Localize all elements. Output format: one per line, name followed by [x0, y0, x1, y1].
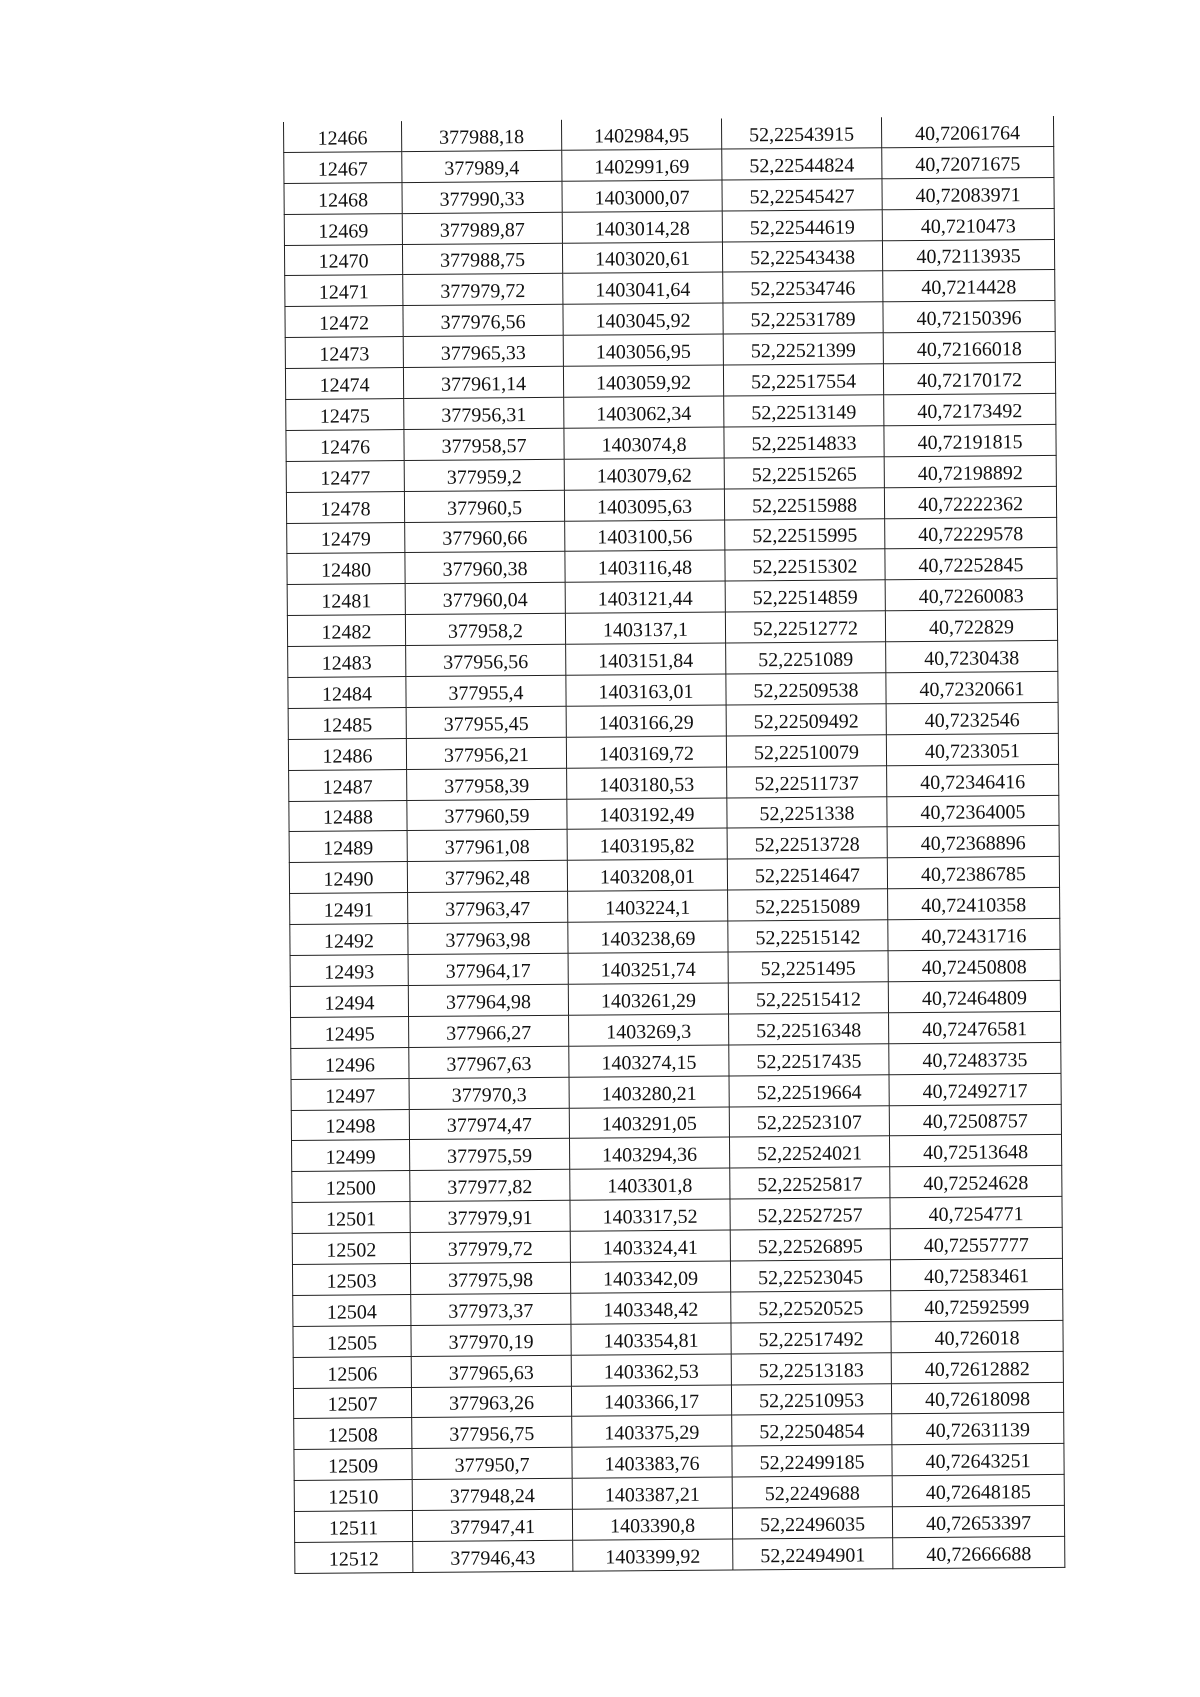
- cell-point: 12499: [292, 1140, 410, 1172]
- cell-latitude: 52,22523107: [729, 1105, 889, 1137]
- cell-longitude: 40,7233051: [886, 733, 1058, 765]
- cell-point: 12473: [285, 337, 403, 369]
- cell-point: 12491: [290, 893, 408, 925]
- cell-longitude: 40,72320661: [886, 671, 1058, 703]
- cell-point: 12507: [293, 1387, 411, 1419]
- cell-longitude: 40,7254771: [890, 1197, 1062, 1229]
- cell-x: 377963,26: [411, 1386, 571, 1418]
- cell-longitude: 40,72083971: [882, 177, 1054, 209]
- cell-x: 377979,72: [410, 1231, 570, 1263]
- cell-longitude: 40,72061764: [881, 116, 1053, 148]
- cell-y: 1403294,36: [569, 1137, 729, 1169]
- cell-latitude: 52,22515995: [725, 518, 885, 550]
- cell-x: 377960,66: [405, 521, 565, 553]
- cell-y: 1403261,29: [568, 983, 728, 1015]
- cell-longitude: 40,72631139: [892, 1413, 1064, 1445]
- table-body: [283, 116, 1064, 1573]
- cell-longitude: 40,7232546: [886, 702, 1058, 734]
- cell-y: 1403269,3: [569, 1014, 729, 1046]
- cell-x: 377973,37: [411, 1293, 571, 1325]
- cell-y: 1403274,15: [569, 1045, 729, 1077]
- cell-longitude: 40,72346416: [887, 764, 1059, 796]
- cell-longitude: 40,72260083: [885, 579, 1057, 611]
- table-row: [295, 1536, 1065, 1573]
- cell-latitude: 52,2251338: [727, 796, 887, 828]
- cell-y: 1403317,52: [570, 1199, 730, 1231]
- cell-point: 12504: [293, 1294, 411, 1326]
- cell-point: 12497: [291, 1078, 409, 1110]
- cell-longitude: 40,72508757: [889, 1104, 1061, 1136]
- cell-latitude: 52,22510079: [726, 735, 886, 767]
- cell-x: 377958,2: [405, 614, 565, 646]
- cell-x: 377947,41: [412, 1509, 572, 1541]
- cell-latitude: 52,22496035: [732, 1507, 892, 1539]
- cell-y: 1403180,53: [567, 767, 727, 799]
- cell-y: 1403166,29: [566, 705, 726, 737]
- cell-x: 377965,33: [403, 336, 563, 368]
- cell-y: 1403116,48: [565, 551, 725, 583]
- cell-point: 12488: [289, 800, 407, 832]
- cell-x: 377964,17: [408, 953, 568, 985]
- cell-latitude: 52,22544619: [722, 209, 882, 241]
- cell-latitude: 52,22514833: [724, 426, 884, 458]
- cell-x: 377979,91: [410, 1200, 570, 1232]
- cell-y: 1403056,95: [563, 334, 723, 366]
- cell-y: 1403354,81: [571, 1323, 731, 1355]
- cell-point: 12511: [294, 1511, 412, 1543]
- cell-x: 377970,3: [409, 1077, 569, 1109]
- cell-point: 12489: [289, 831, 407, 863]
- cell-latitude: 52,22527257: [730, 1198, 890, 1230]
- cell-y: 1403280,21: [569, 1076, 729, 1108]
- cell-latitude: 52,22515089: [728, 889, 888, 921]
- cell-longitude: 40,72450808: [888, 949, 1060, 981]
- cell-longitude: 40,72386785: [887, 857, 1059, 889]
- cell-longitude: 40,72222362: [884, 486, 1056, 518]
- cell-x: 377963,98: [408, 922, 568, 954]
- cell-point: 12498: [291, 1109, 409, 1141]
- cell-longitude: 40,72173492: [884, 393, 1056, 425]
- cell-longitude: 40,72653397: [892, 1505, 1064, 1537]
- cell-point: 12477: [286, 460, 404, 492]
- cell-y: 1403020,61: [562, 242, 722, 274]
- cell-y: 1403041,64: [563, 273, 723, 305]
- cell-point: 12485: [288, 707, 406, 739]
- cell-y: 1403062,34: [564, 396, 724, 428]
- cell-latitude: 52,22499185: [732, 1445, 892, 1477]
- cell-latitude: 52,22545427: [722, 179, 882, 211]
- cell-latitude: 52,22543915: [721, 117, 881, 149]
- cell-latitude: 52,2249688: [732, 1476, 892, 1508]
- cell-point: 12476: [286, 429, 404, 461]
- cell-latitude: 52,22515142: [728, 920, 888, 952]
- cell-x: 377956,21: [406, 737, 566, 769]
- cell-x: 377965,63: [411, 1355, 571, 1387]
- cell-x: 377961,08: [407, 830, 567, 862]
- cell-point: 12484: [288, 677, 406, 709]
- cell-y: 1403251,74: [568, 952, 728, 984]
- cell-point: 12470: [284, 244, 402, 276]
- cell-point: 12475: [286, 399, 404, 431]
- cell-x: 377956,56: [406, 644, 566, 676]
- cell-longitude: 40,72464809: [888, 980, 1060, 1012]
- cell-latitude: 52,22513183: [731, 1352, 891, 1384]
- cell-longitude: 40,72150396: [883, 301, 1055, 333]
- cell-latitude: 52,22516348: [729, 1013, 889, 1045]
- cell-y: 1403387,21: [572, 1477, 732, 1509]
- cell-x: 377961,14: [403, 366, 563, 398]
- cell-point: 12500: [292, 1171, 410, 1203]
- cell-y: 1403121,44: [565, 581, 725, 613]
- cell-latitude: 52,22513149: [724, 395, 884, 427]
- cell-x: 377956,31: [404, 397, 564, 429]
- cell-longitude: 40,72198892: [884, 455, 1056, 487]
- cell-point: 12494: [290, 985, 408, 1017]
- cell-y: 1403301,8: [570, 1168, 730, 1200]
- cell-longitude: 40,726018: [891, 1320, 1063, 1352]
- cell-latitude: 52,22521399: [723, 333, 883, 365]
- cell-y: 1403383,76: [572, 1446, 732, 1478]
- cell-point: 12472: [285, 306, 403, 338]
- cell-y: 1403366,17: [571, 1385, 731, 1417]
- cell-x: 377948,24: [412, 1478, 572, 1510]
- cell-longitude: 40,7230438: [886, 641, 1058, 673]
- cell-point: 12506: [293, 1356, 411, 1388]
- cell-point: 12501: [292, 1202, 410, 1234]
- cell-point: 12509: [294, 1449, 412, 1481]
- cell-longitude: 40,72166018: [883, 332, 1055, 364]
- cell-x: 377950,7: [412, 1448, 572, 1480]
- cell-y: 1403079,62: [564, 458, 724, 490]
- cell-longitude: 40,72557777: [890, 1227, 1062, 1259]
- cell-longitude: 40,72170172: [883, 363, 1055, 395]
- cell-x: 377990,33: [402, 181, 562, 213]
- cell-x: 377959,2: [404, 459, 564, 491]
- cell-y: 1403238,69: [568, 921, 728, 953]
- cell-latitude: 52,2251495: [728, 951, 888, 983]
- cell-point: 12495: [291, 1016, 409, 1048]
- cell-point: 12490: [289, 862, 407, 894]
- cell-x: 377955,45: [406, 706, 566, 738]
- cell-longitude: 40,72492717: [889, 1073, 1061, 1105]
- cell-latitude: 52,22519664: [729, 1074, 889, 1106]
- cell-point: 12487: [289, 769, 407, 801]
- cell-longitude: 40,72618098: [891, 1382, 1063, 1414]
- cell-latitude: 52,22514859: [725, 580, 885, 612]
- cell-point: 12469: [284, 213, 402, 245]
- cell-longitude: 40,72431716: [888, 919, 1060, 951]
- cell-point: 12474: [285, 368, 403, 400]
- cell-longitude: 40,72666688: [893, 1536, 1065, 1568]
- cell-longitude: 40,72643251: [892, 1444, 1064, 1476]
- cell-latitude: 52,22534746: [723, 271, 883, 303]
- cell-latitude: 52,22517554: [723, 364, 883, 396]
- cell-longitude: 40,72191815: [884, 424, 1056, 456]
- cell-point: 12486: [288, 738, 406, 770]
- cell-y: 1403059,92: [563, 365, 723, 397]
- cell-x: 377988,18: [401, 120, 561, 152]
- cell-longitude: 40,72252845: [885, 548, 1057, 580]
- cell-point: 12510: [294, 1480, 412, 1512]
- cell-longitude: 40,72364005: [887, 795, 1059, 827]
- cell-x: 377967,63: [409, 1046, 569, 1078]
- cell-point: 12483: [288, 646, 406, 678]
- cell-y: 1403390,8: [572, 1508, 732, 1540]
- cell-longitude: 40,72368896: [887, 826, 1059, 858]
- cell-longitude: 40,7214428: [883, 270, 1055, 302]
- cell-x: 377963,47: [408, 892, 568, 924]
- cell-point: 12502: [292, 1233, 410, 1265]
- cell-latitude: 52,22515412: [728, 982, 888, 1014]
- cell-longitude: 40,72071675: [882, 146, 1054, 178]
- cell-x: 377976,56: [403, 305, 563, 337]
- cell-longitude: 40,7210473: [882, 208, 1054, 240]
- cell-longitude: 40,72592599: [891, 1289, 1063, 1321]
- cell-longitude: 40,72513648: [889, 1135, 1061, 1167]
- cell-y: 1403399,92: [573, 1539, 733, 1571]
- cell-latitude: 52,22523045: [730, 1260, 890, 1292]
- cell-point: 12508: [294, 1418, 412, 1450]
- cell-latitude: 52,22509538: [726, 673, 886, 705]
- cell-longitude: 40,72113935: [882, 239, 1054, 271]
- cell-longitude: 40,722829: [885, 610, 1057, 642]
- cell-x: 377960,38: [405, 552, 565, 584]
- cell-x: 377960,59: [407, 799, 567, 831]
- cell-latitude: 52,22515302: [725, 549, 885, 581]
- cell-x: 377988,75: [402, 243, 562, 275]
- cell-point: 12512: [295, 1541, 413, 1573]
- cell-longitude: 40,72229578: [885, 517, 1057, 549]
- cell-latitude: 52,22515265: [724, 457, 884, 489]
- cell-latitude: 52,22512772: [725, 611, 885, 643]
- cell-latitude: 52,22543438: [722, 240, 882, 272]
- cell-y: 1403000,07: [562, 180, 722, 212]
- cell-latitude: 52,22520525: [731, 1291, 891, 1323]
- cell-latitude: 52,22544824: [722, 148, 882, 180]
- cell-latitude: 52,22524021: [729, 1136, 889, 1168]
- cell-x: 377960,5: [404, 490, 564, 522]
- cell-x: 377955,4: [406, 675, 566, 707]
- cell-x: 377977,82: [410, 1170, 570, 1202]
- cell-longitude: 40,72410358: [888, 888, 1060, 920]
- cell-point: 12482: [287, 615, 405, 647]
- cell-latitude: 52,22510953: [731, 1383, 891, 1415]
- cell-latitude: 52,22513728: [727, 827, 887, 859]
- cell-latitude: 52,22514647: [727, 858, 887, 890]
- cell-point: 12468: [284, 182, 402, 214]
- cell-longitude: 40,72524628: [890, 1166, 1062, 1198]
- cell-point: 12492: [290, 924, 408, 956]
- cell-y: 1403362,53: [571, 1354, 731, 1386]
- cell-point: 12505: [293, 1325, 411, 1357]
- cell-y: 1403045,92: [563, 303, 723, 335]
- cell-point: 12503: [292, 1263, 410, 1295]
- cell-point: 12471: [285, 275, 403, 307]
- cell-latitude: 52,22515988: [724, 487, 884, 519]
- cell-y: 1403195,82: [567, 829, 727, 861]
- cell-y: 1403074,8: [564, 427, 724, 459]
- cell-latitude: 52,22504854: [732, 1414, 892, 1446]
- cell-y: 1403169,72: [566, 736, 726, 768]
- cell-x: 377958,39: [407, 768, 567, 800]
- cell-latitude: 52,22526895: [730, 1229, 890, 1261]
- cell-point: 12493: [290, 955, 408, 987]
- cell-y: 1403348,42: [571, 1292, 731, 1324]
- cell-y: 1403224,1: [568, 890, 728, 922]
- cell-y: 1403014,28: [562, 211, 722, 243]
- cell-x: 377975,59: [409, 1139, 569, 1171]
- cell-y: 1403342,09: [570, 1261, 730, 1293]
- cell-x: 377974,47: [409, 1108, 569, 1140]
- cell-latitude: 52,22531789: [723, 302, 883, 334]
- cell-latitude: 52,22511737: [727, 765, 887, 797]
- cell-y: 1403163,01: [566, 674, 726, 706]
- cell-point: 12478: [286, 491, 404, 523]
- cell-x: 377989,87: [402, 212, 562, 244]
- cell-longitude: 40,72476581: [889, 1011, 1061, 1043]
- cell-latitude: 52,22525817: [730, 1167, 890, 1199]
- cell-x: 377970,19: [411, 1324, 571, 1356]
- cell-x: 377979,72: [403, 274, 563, 306]
- cell-x: 377964,98: [408, 984, 568, 1016]
- cell-latitude: 52,22517492: [731, 1321, 891, 1353]
- cell-point: 12479: [287, 522, 405, 554]
- cell-y: 1402991,69: [562, 149, 722, 181]
- cell-y: 1402984,95: [561, 119, 721, 151]
- cell-y: 1403100,56: [565, 520, 725, 552]
- cell-latitude: 52,22517435: [729, 1043, 889, 1075]
- cell-latitude: 52,2251089: [726, 642, 886, 674]
- cell-y: 1403375,29: [572, 1415, 732, 1447]
- cell-y: 1403137,1: [565, 612, 725, 644]
- cell-y: 1403095,63: [564, 489, 724, 521]
- cell-x: 377962,48: [407, 861, 567, 893]
- cell-y: 1403208,01: [567, 859, 727, 891]
- cell-latitude: 52,22509492: [726, 704, 886, 736]
- cell-x: 377946,43: [413, 1540, 573, 1572]
- cell-longitude: 40,72583461: [890, 1258, 1062, 1290]
- cell-x: 377958,57: [404, 428, 564, 460]
- cell-y: 1403291,05: [569, 1107, 729, 1139]
- cell-longitude: 40,72483735: [889, 1042, 1061, 1074]
- cell-x: 377966,27: [409, 1015, 569, 1047]
- cell-point: 12467: [284, 151, 402, 183]
- cell-x: 377975,98: [410, 1262, 570, 1294]
- cell-x: 377956,75: [412, 1417, 572, 1449]
- cell-y: 1403192,49: [567, 798, 727, 830]
- cell-y: 1403151,84: [566, 643, 726, 675]
- cell-x: 377989,4: [402, 150, 562, 182]
- cell-longitude: 40,72612882: [891, 1351, 1063, 1383]
- cell-longitude: 40,72648185: [892, 1475, 1064, 1507]
- cell-latitude: 52,22494901: [733, 1538, 893, 1570]
- cell-x: 377960,04: [405, 583, 565, 615]
- cell-y: 1403324,41: [570, 1230, 730, 1262]
- cell-point: 12480: [287, 553, 405, 585]
- coordinates-table: [283, 116, 1065, 1574]
- cell-point: 12466: [283, 121, 401, 152]
- cell-point: 12481: [287, 584, 405, 616]
- cell-point: 12496: [291, 1047, 409, 1079]
